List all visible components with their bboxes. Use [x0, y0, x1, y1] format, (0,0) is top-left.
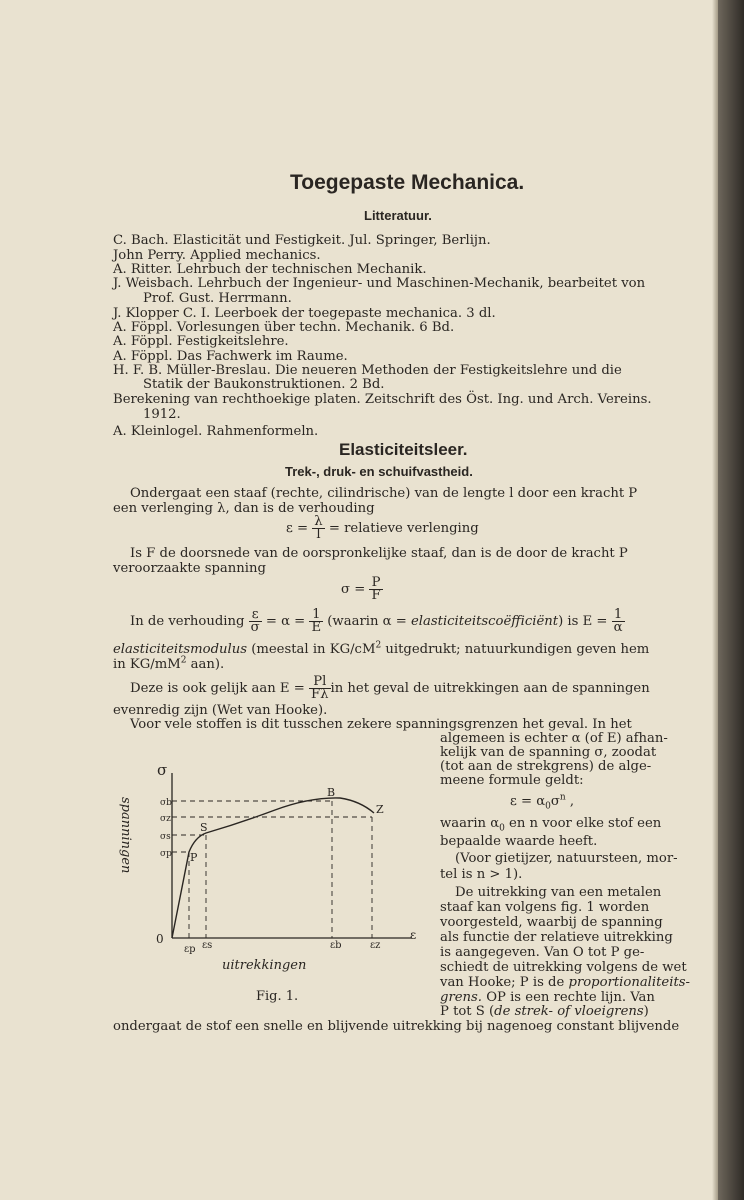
denominator: Fλ: [311, 687, 329, 702]
paragraph-line: als functie der relatieve uitrekking: [440, 930, 673, 945]
subscript: 0: [499, 823, 505, 834]
numerator: Pl: [309, 676, 331, 689]
paragraph-line: (tot aan de strekgrens) de alge-: [440, 759, 652, 774]
text: ): [643, 1004, 649, 1019]
list-item: A. Föppl. Das Fachwerk im Raume.: [113, 349, 348, 364]
paragraph-line: [440, 1005, 649, 1019]
term: de strek- of vloeigrens: [494, 1004, 644, 1019]
list-item: Berekening van rechthoekige platen. Zeitschrift des Öst. Ing. und Arch. Vereins.: [113, 392, 652, 407]
paragraph-line: Is F de doorsnede van de oorspronkelijke staaf, dan is de door de kracht P: [130, 546, 628, 561]
paragraph-line: (Voor gietijzer, natuursteen, mor-: [455, 851, 678, 866]
subsection-heading: Trek-, druk- en schuifvastheid.: [285, 464, 473, 479]
paragraph-line: algemeen is echter α (of E) afhan-: [440, 731, 668, 746]
paragraph-line: [440, 991, 655, 1005]
paragraph-line: is aangegeven. Van O tot P ge-: [440, 945, 645, 960]
fraction: [612, 609, 625, 634]
fraction: [312, 516, 324, 541]
fraction: [309, 676, 331, 701]
text: Deze is ook gelijk aan E =: [130, 681, 305, 696]
text: uitgedrukt; natuurkundigen geven hem: [381, 642, 650, 657]
list-item: A. Ritter. Lehrbuch der technischen Mechanik.: [113, 262, 427, 277]
equation-relative-elongation: [286, 516, 479, 541]
x-axis-label: uitrekkingen: [222, 958, 307, 973]
paragraph-line: [440, 976, 690, 990]
sigma-axis-symbol: σ: [157, 761, 168, 779]
text: ε = α: [510, 794, 546, 809]
paragraph-line: bepaalde waarde heeft.: [440, 834, 598, 849]
list-item: H. F. B. Müller-Breslau. Die neueren Methoden der Festigkeitslehre und die: [113, 363, 622, 378]
book-edge: [718, 0, 744, 1200]
superscript: 2: [375, 640, 382, 651]
text: OP is een rechte lijn. Van: [482, 990, 655, 1005]
equation-power-law: [510, 792, 575, 812]
point-s: S: [200, 821, 208, 834]
paragraph-line: kelijk van de spanning σ, zoodat: [440, 745, 657, 760]
paragraph-line: schiedt de uitrekking volgens de wet: [440, 960, 687, 975]
list-item: A. Föppl. Vorlesungen über techn. Mechanik. 6 Bd.: [113, 320, 455, 335]
paragraph-line: veroorzaakte spanning: [113, 561, 266, 576]
list-item: Statik der Baukonstruktionen. 2 Bd.: [143, 377, 385, 392]
paragraph-line: [440, 816, 662, 834]
term: elasticiteitsmodulus: [113, 642, 248, 657]
text: (waarin α =: [327, 614, 407, 629]
numerator: 1: [612, 609, 625, 622]
denominator: l: [316, 527, 321, 542]
paragraph-line: De uitrekking van een metalen: [455, 885, 662, 900]
x-tick: εs: [202, 940, 213, 951]
numerator: λ: [314, 514, 323, 529]
text: in het geval de uitrekkingen aan de spanningen: [330, 681, 650, 696]
superscript: 2: [180, 655, 187, 666]
paragraph-line: voorgesteld, waarbij de spanning: [440, 915, 663, 930]
numerator: ε: [249, 609, 262, 622]
numerator: P: [369, 577, 382, 590]
list-item: A. Kleinlogel. Rahmenformeln.: [113, 424, 319, 439]
text: waarin α: [440, 816, 500, 831]
paragraph-line: [113, 655, 225, 672]
list-item: J. Klopper C. I. Leerboek der toegepaste mechanica. 3 dl.: [113, 306, 496, 321]
fraction: [309, 609, 323, 634]
term: elasticiteitscoëfficiënt: [411, 614, 559, 629]
list-item: Prof. Gust. Herrmann.: [143, 291, 292, 306]
text: in KG/mM: [113, 657, 181, 672]
paragraph-line: staaf kan volgens fig. 1 worden: [440, 900, 650, 915]
point-p: P: [190, 851, 198, 864]
x-tick: εz: [370, 940, 381, 951]
numerator: 1: [309, 609, 323, 622]
text: van Hooke; P is de: [440, 975, 569, 990]
x-tick: εb: [330, 940, 342, 951]
y-tick: σz: [160, 814, 171, 824]
paragraph-line: Voor vele stoffen is dit tusschen zekere spanningsgrenzen het geval. In het: [130, 717, 632, 732]
text: In de verhouding: [130, 614, 245, 629]
eq-lhs: ε =: [286, 521, 309, 536]
section-heading: Elasticiteitsleer.: [339, 440, 468, 459]
paragraph-line: [130, 609, 625, 634]
text: (meestal in KG/cM: [247, 642, 376, 657]
text: ) is E =: [558, 614, 608, 629]
y-tick: σp: [160, 849, 172, 859]
superscript: n: [559, 792, 566, 803]
list-item: John Perry. Applied mechanics.: [113, 248, 321, 263]
paragraph-line: evenredig zijn (Wet van Hooke).: [113, 703, 328, 718]
paragraph-line: meene formule geldt:: [440, 773, 584, 788]
denominator: F: [371, 588, 381, 603]
stress-strain-figure: [110, 755, 440, 1010]
list-item: A. Föppl. Festigkeitslehre.: [113, 334, 289, 349]
text: = α =: [265, 614, 306, 629]
text: en n voor elke stof een: [504, 816, 662, 831]
text: σ: [550, 794, 560, 809]
x-tick: εp: [184, 944, 196, 955]
fraction: [249, 609, 262, 634]
origin-label: 0: [156, 932, 164, 946]
page-title: Toegepaste Mechanica.: [290, 171, 525, 194]
point-z: Z: [376, 803, 384, 816]
y-tick: σb: [160, 798, 172, 808]
list-item: 1912.: [143, 407, 181, 422]
fraction: [369, 577, 382, 602]
eq-lhs: σ =: [341, 582, 366, 597]
stress-strain-curve: [172, 798, 374, 938]
y-tick: σs: [160, 832, 171, 842]
point-b: B: [327, 786, 336, 799]
y-axis-label: spanningen: [118, 797, 133, 874]
eq-rhs: = relatieve verlenging: [328, 521, 479, 536]
figure-caption: Fig. 1.: [256, 989, 299, 1004]
epsilon-axis-symbol: ε: [410, 928, 417, 942]
list-item: J. Weisbach. Lehrbuch der Ingenieur- und Maschinen-Mechanik, bearbeitet von: [113, 276, 646, 291]
paragraph-line: tel is n > 1).: [440, 867, 523, 882]
text: P tot S (: [440, 1004, 495, 1019]
denominator: α: [613, 620, 623, 635]
paragraph-line: een verlenging λ, dan is de verhouding: [113, 501, 375, 516]
paragraph-line: Ondergaat een staaf (rechte, cilindrische) van de lengte l door een kracht P: [130, 486, 638, 501]
denominator: σ: [250, 620, 260, 635]
term: proportionaliteits-: [568, 975, 690, 990]
list-item: C. Bach. Elasticität und Festigkeit. Jul. Springer, Berlijn.: [113, 233, 491, 248]
paragraph-line: [130, 676, 650, 701]
equation-stress: [341, 577, 383, 602]
term: grens.: [440, 990, 483, 1005]
denominator: E: [311, 620, 322, 635]
subscript: 0: [545, 801, 551, 812]
literature-heading: Litteratuur.: [364, 208, 432, 223]
text: ,: [565, 794, 575, 809]
paragraph-line: [113, 640, 650, 657]
paragraph-line: ondergaat de stof een snelle en blijvende uitrekking bij nagenoeg constant blijvende: [113, 1019, 680, 1034]
text: aan).: [186, 657, 225, 672]
